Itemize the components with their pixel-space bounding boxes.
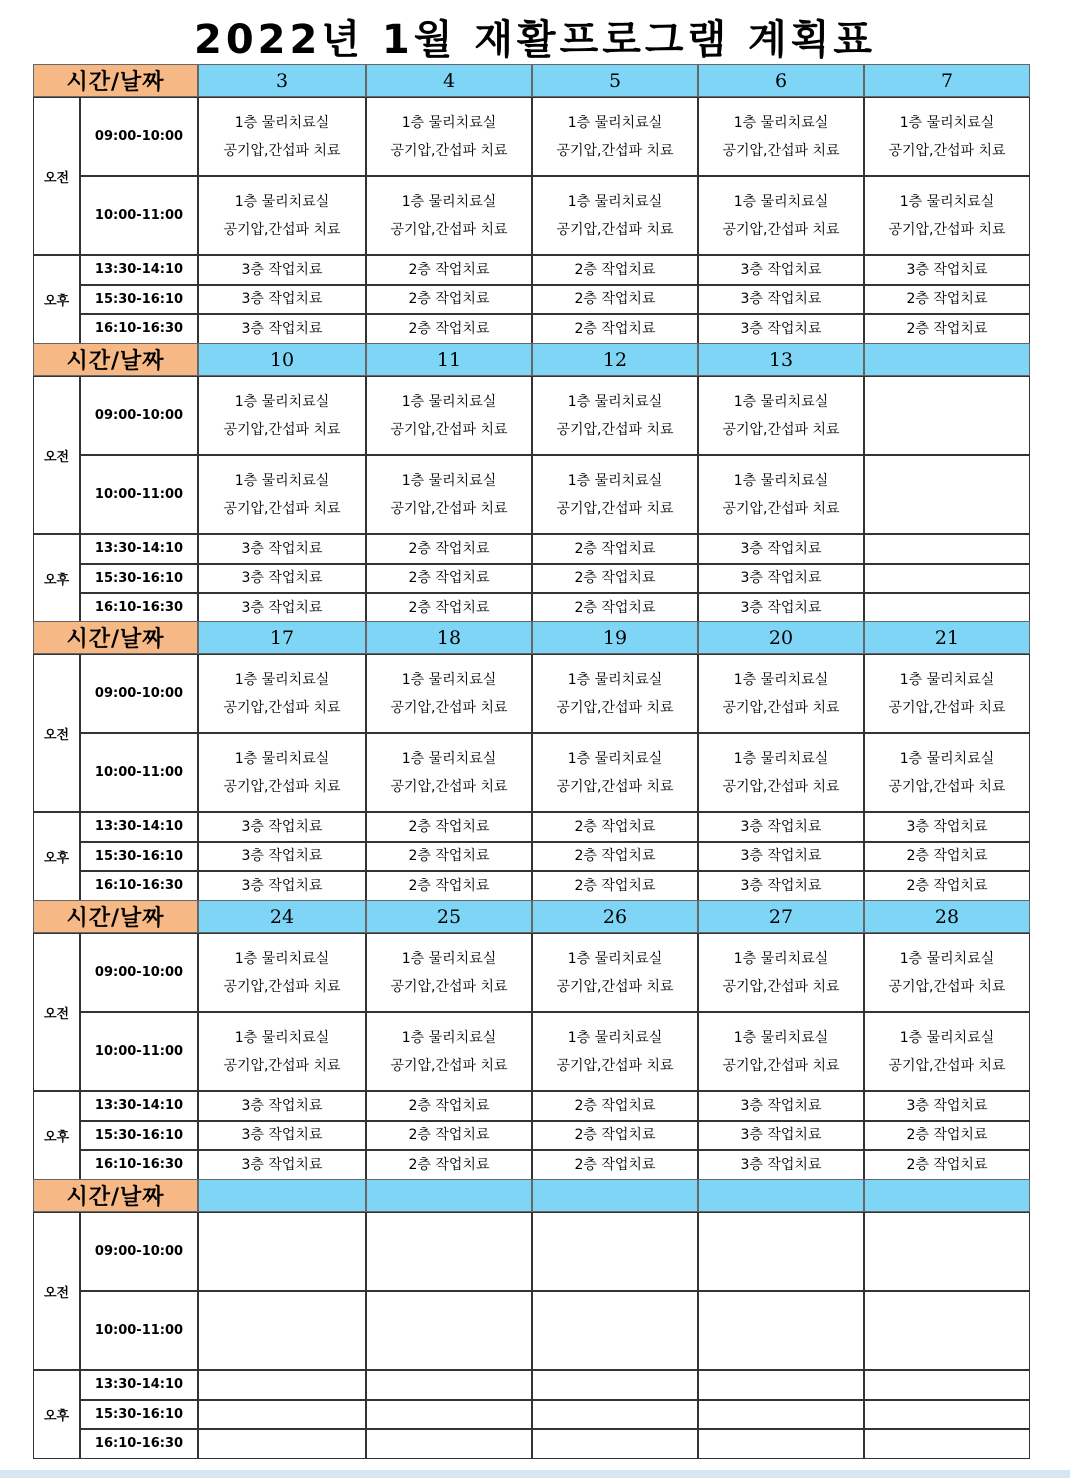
schedule-cell xyxy=(366,1212,532,1291)
schedule-text: 공기압,간섭파 치료 xyxy=(722,421,840,438)
date-cell xyxy=(366,1179,532,1212)
schedule-cell xyxy=(198,455,366,534)
schedule-cell xyxy=(864,455,1030,534)
schedule-text: 1층 물리치료실 xyxy=(567,114,663,131)
schedule-cell xyxy=(198,1429,366,1459)
schedule-text: 1층 물리치료실 xyxy=(899,950,995,967)
schedule-text: 공기압,간섭파 치료 xyxy=(722,978,840,995)
schedule-cell xyxy=(366,1370,532,1400)
schedule-cell xyxy=(864,97,1030,176)
schedule-cell xyxy=(198,1212,366,1291)
schedule-cell xyxy=(532,654,698,733)
schedule-cell xyxy=(366,455,532,534)
schedule-text: 1층 물리치료실 xyxy=(401,950,497,967)
schedule-cell: 2층 작업치료 xyxy=(366,871,532,901)
schedule-cell: 2층 작업치료 xyxy=(532,871,698,901)
date-cell: 20 xyxy=(698,621,864,654)
schedule-cell: 2층 작업치료 xyxy=(366,534,532,564)
time-slot: 10:00-11:00 xyxy=(80,733,198,812)
time-slot: 15:30-16:10 xyxy=(80,285,198,315)
time-slot: 10:00-11:00 xyxy=(80,455,198,534)
schedule-text: 공기압,간섭파 치료 xyxy=(556,500,674,517)
schedule-text: 공기압,간섭파 치료 xyxy=(722,142,840,159)
date-cell xyxy=(864,1179,1030,1212)
schedule-text: 공기압,간섭파 치료 xyxy=(223,778,341,795)
schedule-cell: 2층 작업치료 xyxy=(366,1150,532,1180)
date-cell: 11 xyxy=(366,343,532,376)
schedule-text: 1층 물리치료실 xyxy=(733,193,829,210)
schedule-text: 공기압,간섭파 치료 xyxy=(722,778,840,795)
schedule-cell: 2층 작업치료 xyxy=(532,1121,698,1151)
schedule-cell xyxy=(366,654,532,733)
schedule-text: 1층 물리치료실 xyxy=(733,393,829,410)
header-label: 시간/날짜 xyxy=(33,621,198,654)
schedule-cell: 3층 작업치료 xyxy=(698,1150,864,1180)
schedule-cell xyxy=(198,176,366,255)
schedule-cell xyxy=(198,1012,366,1091)
schedule-text: 공기압,간섭파 치료 xyxy=(556,1057,674,1074)
am-label: 오전 xyxy=(33,97,80,255)
time-slot: 13:30-14:10 xyxy=(80,1370,198,1400)
time-slot: 16:10-16:30 xyxy=(80,314,198,344)
schedule-cell: 2층 작업치료 xyxy=(366,314,532,344)
schedule-cell: 3층 작업치료 xyxy=(864,1091,1030,1121)
header-label: 시간/날짜 xyxy=(33,64,198,97)
date-cell: 7 xyxy=(864,64,1030,97)
schedule-text: 1층 물리치료실 xyxy=(733,1029,829,1046)
schedule-text: 1층 물리치료실 xyxy=(733,114,829,131)
schedule-cell xyxy=(366,176,532,255)
schedule-text: 1층 물리치료실 xyxy=(401,193,497,210)
schedule-cell: 2층 작업치료 xyxy=(864,1150,1030,1180)
schedule-cell xyxy=(198,733,366,812)
schedule-cell: 2층 작업치료 xyxy=(532,564,698,594)
schedule-text: 1층 물리치료실 xyxy=(567,393,663,410)
schedule-cell: 2층 작업치료 xyxy=(864,285,1030,315)
schedule-text: 1층 물리치료실 xyxy=(234,671,330,688)
time-slot: 10:00-11:00 xyxy=(80,176,198,255)
time-slot: 15:30-16:10 xyxy=(80,564,198,594)
schedule-cell: 2층 작업치료 xyxy=(532,1150,698,1180)
schedule-cell: 2층 작업치료 xyxy=(864,314,1030,344)
time-slot: 09:00-10:00 xyxy=(80,1212,198,1291)
schedule-cell xyxy=(532,1291,698,1370)
schedule-cell: 3층 작업치료 xyxy=(698,564,864,594)
schedule-cell: 3층 작업치료 xyxy=(698,285,864,315)
schedule-cell xyxy=(532,176,698,255)
schedule-text: 1층 물리치료실 xyxy=(401,750,497,767)
schedule-text: 공기압,간섭파 치료 xyxy=(223,978,341,995)
schedule-text: 공기압,간섭파 치료 xyxy=(722,1057,840,1074)
schedule-text: 공기압,간섭파 치료 xyxy=(390,500,508,517)
schedule-text: 공기압,간섭파 치료 xyxy=(223,699,341,716)
schedule-text: 1층 물리치료실 xyxy=(234,472,330,489)
schedule-cell: 2층 작업치료 xyxy=(366,593,532,623)
schedule-cell: 2층 작업치료 xyxy=(366,1091,532,1121)
time-slot: 13:30-14:10 xyxy=(80,534,198,564)
schedule-cell: 2층 작업치료 xyxy=(864,871,1030,901)
schedule-cell xyxy=(366,1012,532,1091)
schedule-cell xyxy=(698,733,864,812)
schedule-cell: 3층 작업치료 xyxy=(698,314,864,344)
schedule-text: 1층 물리치료실 xyxy=(733,472,829,489)
schedule-text: 공기압,간섭파 치료 xyxy=(223,1057,341,1074)
pm-label: 오후 xyxy=(33,812,80,901)
schedule-cell xyxy=(532,1212,698,1291)
am-label: 오전 xyxy=(33,933,80,1091)
schedule-cell xyxy=(864,1012,1030,1091)
schedule-cell xyxy=(198,933,366,1012)
schedule-cell: 2층 작업치료 xyxy=(532,593,698,623)
am-label: 오전 xyxy=(33,1212,80,1370)
date-cell: 5 xyxy=(532,64,698,97)
schedule-cell: 2층 작업치료 xyxy=(532,812,698,842)
schedule-cell xyxy=(864,1291,1030,1370)
schedule-cell xyxy=(864,176,1030,255)
schedule-cell: 2층 작업치료 xyxy=(532,534,698,564)
schedule-cell: 2층 작업치료 xyxy=(366,564,532,594)
date-cell: 21 xyxy=(864,621,1030,654)
schedule-cell xyxy=(532,376,698,455)
time-slot: 09:00-10:00 xyxy=(80,654,198,733)
date-cell xyxy=(864,343,1030,376)
time-slot: 13:30-14:10 xyxy=(80,255,198,285)
schedule-cell xyxy=(366,1291,532,1370)
schedule-text: 1층 물리치료실 xyxy=(567,1029,663,1046)
date-cell xyxy=(698,1179,864,1212)
schedule-cell: 3층 작업치료 xyxy=(864,255,1030,285)
am-label: 오전 xyxy=(33,376,80,534)
schedule-text: 공기압,간섭파 치료 xyxy=(223,221,341,238)
schedule-cell xyxy=(366,733,532,812)
schedule-text: 공기압,간섭파 치료 xyxy=(390,1057,508,1074)
schedule-text: 1층 물리치료실 xyxy=(234,950,330,967)
schedule-cell xyxy=(366,1400,532,1430)
time-slot: 16:10-16:30 xyxy=(80,1429,198,1459)
schedule-text: 공기압,간섭파 치료 xyxy=(888,699,1006,716)
schedule-text: 1층 물리치료실 xyxy=(234,393,330,410)
schedule-cell xyxy=(698,455,864,534)
date-cell: 6 xyxy=(698,64,864,97)
schedule-cell xyxy=(864,593,1030,623)
date-cell: 3 xyxy=(198,64,366,97)
schedule-text: 공기압,간섭파 치료 xyxy=(556,421,674,438)
schedule-cell: 3층 작업치료 xyxy=(698,593,864,623)
schedule-cell: 2층 작업치료 xyxy=(532,285,698,315)
date-cell: 26 xyxy=(532,900,698,933)
schedule-cell xyxy=(864,1429,1030,1459)
header-label: 시간/날짜 xyxy=(33,1179,198,1212)
schedule-text: 공기압,간섭파 치료 xyxy=(390,699,508,716)
header-label: 시간/날짜 xyxy=(33,900,198,933)
schedule-text: 공기압,간섭파 치료 xyxy=(888,778,1006,795)
time-slot: 16:10-16:30 xyxy=(80,871,198,901)
schedule-cell xyxy=(864,1212,1030,1291)
schedule-text: 1층 물리치료실 xyxy=(401,393,497,410)
schedule-cell: 3층 작업치료 xyxy=(698,871,864,901)
schedule-cell: 3층 작업치료 xyxy=(198,534,366,564)
time-slot: 16:10-16:30 xyxy=(80,1150,198,1180)
schedule-cell: 3층 작업치료 xyxy=(198,842,366,872)
schedule-cell: 3층 작업치료 xyxy=(198,1121,366,1151)
schedule-cell xyxy=(698,933,864,1012)
pm-label: 오후 xyxy=(33,1370,80,1459)
schedule-cell: 2층 작업치료 xyxy=(532,1091,698,1121)
date-cell: 12 xyxy=(532,343,698,376)
time-slot: 09:00-10:00 xyxy=(80,376,198,455)
schedule-text: 공기압,간섭파 치료 xyxy=(390,421,508,438)
schedule-cell xyxy=(198,1370,366,1400)
schedule-cell xyxy=(532,1400,698,1430)
schedule-text: 1층 물리치료실 xyxy=(401,472,497,489)
schedule-cell xyxy=(198,97,366,176)
schedule-cell: 2층 작업치료 xyxy=(864,1121,1030,1151)
pm-label: 오후 xyxy=(33,534,80,623)
schedule-cell: 3층 작업치료 xyxy=(864,812,1030,842)
schedule-cell xyxy=(864,564,1030,594)
schedule-cell: 3층 작업치료 xyxy=(198,314,366,344)
schedule-cell xyxy=(864,376,1030,455)
bottom-divider xyxy=(0,1470,1070,1478)
schedule-text: 1층 물리치료실 xyxy=(899,193,995,210)
schedule-cell: 3층 작업치료 xyxy=(198,285,366,315)
schedule-cell: 3층 작업치료 xyxy=(698,534,864,564)
header-label: 시간/날짜 xyxy=(33,343,198,376)
schedule-text: 1층 물리치료실 xyxy=(401,114,497,131)
schedule-cell xyxy=(864,1370,1030,1400)
date-cell: 4 xyxy=(366,64,532,97)
schedule-text: 공기압,간섭파 치료 xyxy=(556,699,674,716)
schedule-text: 1층 물리치료실 xyxy=(899,1029,995,1046)
schedule-cell: 2층 작업치료 xyxy=(366,812,532,842)
schedule-cell: 3층 작업치료 xyxy=(198,871,366,901)
schedule-cell: 2층 작업치료 xyxy=(864,842,1030,872)
page-title: 2022년 1월 재활프로그램 계획표 xyxy=(194,17,876,63)
schedule-text: 1층 물리치료실 xyxy=(234,1029,330,1046)
time-slot: 10:00-11:00 xyxy=(80,1291,198,1370)
schedule-text: 공기압,간섭파 치료 xyxy=(722,500,840,517)
schedule-text: 1층 물리치료실 xyxy=(401,671,497,688)
schedule-cell: 2층 작업치료 xyxy=(366,1121,532,1151)
schedule-cell xyxy=(532,1012,698,1091)
schedule-cell xyxy=(532,733,698,812)
schedule-cell xyxy=(698,1429,864,1459)
time-slot: 15:30-16:10 xyxy=(80,1400,198,1430)
schedule-text: 1층 물리치료실 xyxy=(567,671,663,688)
schedule-cell: 2층 작업치료 xyxy=(532,314,698,344)
schedule-cell xyxy=(698,654,864,733)
date-cell: 13 xyxy=(698,343,864,376)
date-cell: 17 xyxy=(198,621,366,654)
schedule-cell xyxy=(698,1012,864,1091)
schedule-text: 1층 물리치료실 xyxy=(567,750,663,767)
schedule-cell: 3층 작업치료 xyxy=(698,842,864,872)
schedule-text: 공기압,간섭파 치료 xyxy=(888,1057,1006,1074)
date-cell: 18 xyxy=(366,621,532,654)
schedule-cell xyxy=(864,933,1030,1012)
schedule-cell: 2층 작업치료 xyxy=(532,255,698,285)
schedule-cell: 3층 작업치료 xyxy=(698,812,864,842)
schedule-text: 공기압,간섭파 치료 xyxy=(556,142,674,159)
date-cell: 19 xyxy=(532,621,698,654)
date-cell: 10 xyxy=(198,343,366,376)
pm-label: 오후 xyxy=(33,1091,80,1180)
schedule-text: 공기압,간섭파 치료 xyxy=(888,978,1006,995)
schedule-cell: 3층 작업치료 xyxy=(198,1150,366,1180)
schedule-cell xyxy=(198,654,366,733)
schedule-cell: 3층 작업치료 xyxy=(698,255,864,285)
time-slot: 09:00-10:00 xyxy=(80,97,198,176)
time-slot: 13:30-14:10 xyxy=(80,1091,198,1121)
schedule-cell xyxy=(532,97,698,176)
schedule-cell xyxy=(698,1291,864,1370)
schedule-text: 공기압,간섭파 치료 xyxy=(390,221,508,238)
am-label: 오전 xyxy=(33,654,80,812)
date-cell: 28 xyxy=(864,900,1030,933)
date-cell: 24 xyxy=(198,900,366,933)
schedule-text: 공기압,간섭파 치료 xyxy=(556,978,674,995)
schedule-text: 1층 물리치료실 xyxy=(733,671,829,688)
schedule-text: 1층 물리치료실 xyxy=(234,114,330,131)
schedule-cell: 3층 작업치료 xyxy=(198,255,366,285)
schedule-cell: 3층 작업치료 xyxy=(698,1091,864,1121)
schedule-cell: 3층 작업치료 xyxy=(698,1121,864,1151)
schedule-cell xyxy=(366,933,532,1012)
schedule-cell xyxy=(864,733,1030,812)
time-slot: 15:30-16:10 xyxy=(80,1121,198,1151)
schedule-text: 공기압,간섭파 치료 xyxy=(888,221,1006,238)
schedule-text: 공기압,간섭파 치료 xyxy=(390,142,508,159)
pm-label: 오후 xyxy=(33,255,80,344)
schedule-text: 공기압,간섭파 치료 xyxy=(888,142,1006,159)
schedule-cell: 2층 작업치료 xyxy=(366,842,532,872)
schedule-text: 1층 물리치료실 xyxy=(567,950,663,967)
schedule-text: 1층 물리치료실 xyxy=(899,671,995,688)
schedule-text: 공기압,간섭파 치료 xyxy=(390,978,508,995)
time-slot: 13:30-14:10 xyxy=(80,812,198,842)
schedule-text: 공기압,간섭파 치료 xyxy=(556,221,674,238)
schedule-cell xyxy=(366,97,532,176)
schedule-cell xyxy=(532,933,698,1012)
schedule-cell: 3층 작업치료 xyxy=(198,564,366,594)
date-cell xyxy=(198,1179,366,1212)
time-slot: 15:30-16:10 xyxy=(80,842,198,872)
schedule-text: 1층 물리치료실 xyxy=(567,193,663,210)
schedule-cell: 2층 작업치료 xyxy=(532,842,698,872)
schedule-cell: 2층 작업치료 xyxy=(366,285,532,315)
schedule-cell xyxy=(864,534,1030,564)
schedule-cell: 3층 작업치료 xyxy=(198,812,366,842)
schedule-cell xyxy=(864,1400,1030,1430)
date-cell: 27 xyxy=(698,900,864,933)
schedule-cell xyxy=(366,376,532,455)
date-cell xyxy=(532,1179,698,1212)
schedule-cell xyxy=(864,654,1030,733)
schedule-text: 1층 물리치료실 xyxy=(234,750,330,767)
schedule-text: 1층 물리치료실 xyxy=(899,750,995,767)
schedule-cell: 2층 작업치료 xyxy=(366,255,532,285)
date-cell: 25 xyxy=(366,900,532,933)
schedule-cell xyxy=(198,376,366,455)
schedule-text: 1층 물리치료실 xyxy=(401,1029,497,1046)
schedule-text: 공기압,간섭파 치료 xyxy=(223,500,341,517)
schedule-cell: 3층 작업치료 xyxy=(198,1091,366,1121)
schedule-cell xyxy=(698,1400,864,1430)
schedule-text: 공기압,간섭파 치료 xyxy=(722,699,840,716)
time-slot: 09:00-10:00 xyxy=(80,933,198,1012)
schedule-cell xyxy=(198,1400,366,1430)
time-slot: 10:00-11:00 xyxy=(80,1012,198,1091)
schedule-cell xyxy=(698,376,864,455)
schedule-cell xyxy=(366,1429,532,1459)
schedule-cell xyxy=(698,1212,864,1291)
schedule-cell: 3층 작업치료 xyxy=(198,593,366,623)
schedule-cell xyxy=(698,176,864,255)
schedule-text: 1층 물리치료실 xyxy=(733,950,829,967)
schedule-text: 공기압,간섭파 치료 xyxy=(722,221,840,238)
schedule-text: 1층 물리치료실 xyxy=(567,472,663,489)
schedule-cell xyxy=(532,1429,698,1459)
schedule-text: 1층 물리치료실 xyxy=(733,750,829,767)
schedule-text: 공기압,간섭파 치료 xyxy=(390,778,508,795)
time-slot: 16:10-16:30 xyxy=(80,593,198,623)
schedule-cell xyxy=(698,1370,864,1400)
schedule-text: 공기압,간섭파 치료 xyxy=(556,778,674,795)
schedule-text: 공기압,간섭파 치료 xyxy=(223,142,341,159)
schedule-text: 1층 물리치료실 xyxy=(234,193,330,210)
schedule-cell xyxy=(532,455,698,534)
schedule-text: 공기압,간섭파 치료 xyxy=(223,421,341,438)
schedule-cell xyxy=(532,1370,698,1400)
schedule-cell xyxy=(198,1291,366,1370)
schedule-text: 1층 물리치료실 xyxy=(899,114,995,131)
schedule-cell xyxy=(698,97,864,176)
